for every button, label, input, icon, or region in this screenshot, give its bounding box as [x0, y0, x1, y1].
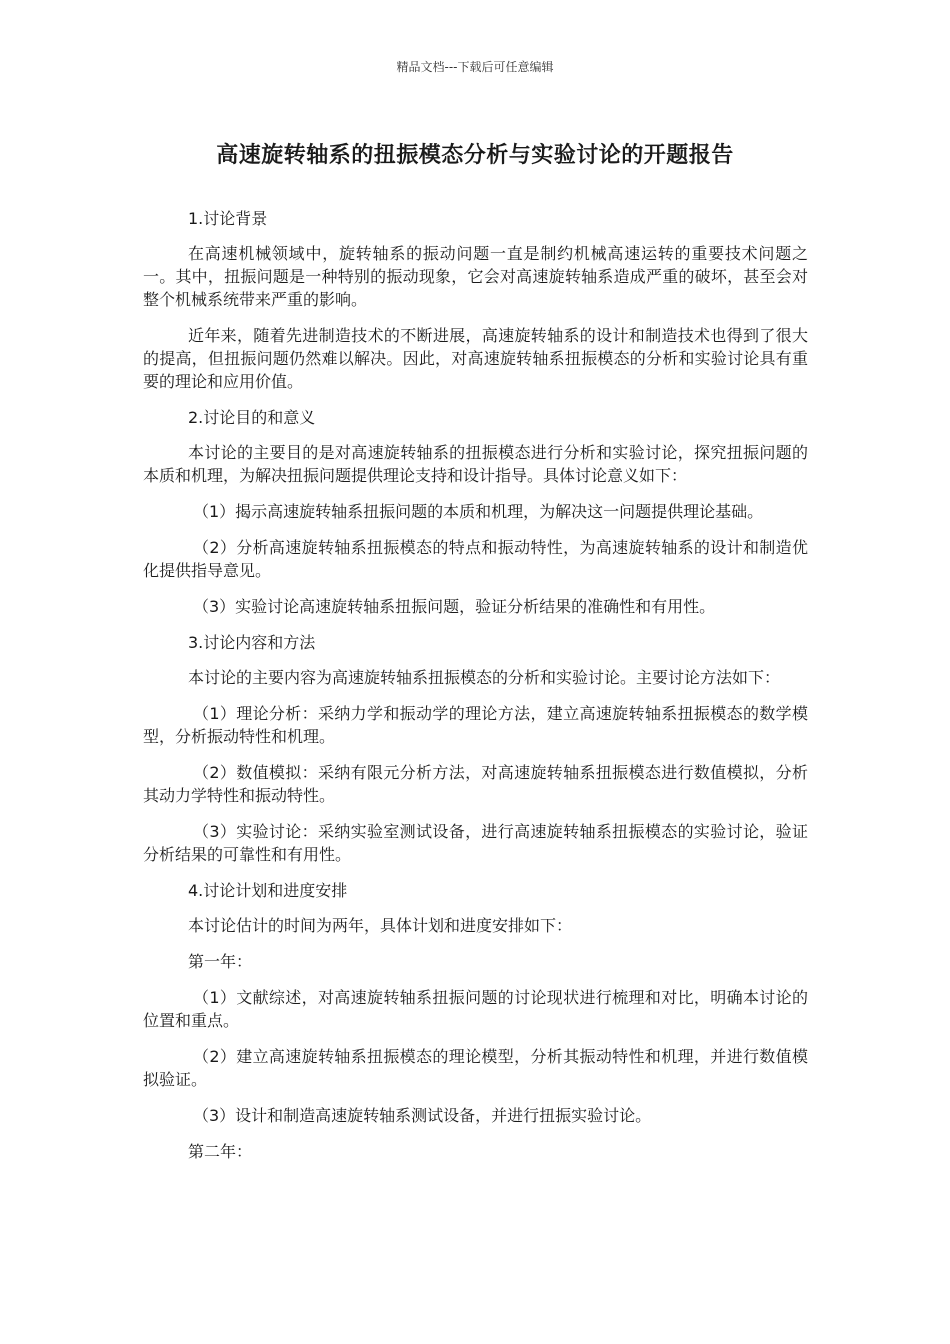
- paragraph: 第一年：: [188, 952, 253, 971]
- list-item: （3）设计和制造高速旋转轴系测试设备，并进行扭振实验讨论。: [193, 1106, 652, 1125]
- paragraph: 本讨论估计的时间为两年，具体计划和进度安排如下：: [188, 916, 573, 935]
- paragraph: 在高速机械领域中，旋转轴系的振动问题一直是制约机械高速运转的重要技术问题之一。其中，扭振问题是一种特别的振动现象，它会对高速旋转轴系造成严重的破坏，甚至会对整个机械系统带来严重的影响。: [143, 244, 808, 309]
- section-heading: 1.讨论背景: [188, 209, 268, 228]
- list-item: （2）分析高速旋转轴系扭振模态的特点和振动特性，为高速旋转轴系的设计和制造优化提供指导意见。: [143, 538, 808, 580]
- list-item: （1）文献综述，对高速旋转轴系扭振问题的讨论现状进行梳理和对比，明确本讨论的位置和重点。: [143, 988, 808, 1030]
- paragraph: 近年来，随着先进制造技术的不断进展，高速旋转轴系的设计和制造技术也得到了很大的提高，但扭振问题仍然难以解决。因此，对高速旋转轴系扭振模态的分析和实验讨论具有重要的理论和应用价值。: [143, 326, 808, 391]
- list-item: （1）理论分析：采纳力学和振动学的理论方法，建立高速旋转轴系扭振模态的数学模型，分析振动特性和机理。: [143, 704, 808, 746]
- section-heading: 3.讨论内容和方法: [188, 633, 316, 652]
- paragraph: 本讨论的主要内容为高速旋转轴系扭振模态的分析和实验讨论。主要讨论方法如下：: [188, 668, 781, 687]
- paragraph: 本讨论的主要目的是对高速旋转轴系的扭振模态进行分析和实验讨论，探究扭振问题的本质和机理，为解决扭振问题提供理论支持和设计指导。具体讨论意义如下：: [143, 443, 808, 485]
- list-item: （2）建立高速旋转轴系扭振模态的理论模型，分析其振动特性和机理，并进行数值模拟验证。: [143, 1047, 808, 1089]
- list-item: （1）揭示高速旋转轴系扭振问题的本质和机理，为解决这一问题提供理论基础。: [193, 502, 764, 521]
- list-item: （3）实验讨论高速旋转轴系扭振问题，验证分析结果的准确性和有用性。: [193, 597, 716, 616]
- section-heading: 4.讨论计划和进度安排: [188, 881, 348, 900]
- list-item: （2）数值模拟：采纳有限元分析方法，对高速旋转轴系扭振模态进行数值模拟，分析其动力学特性和振动特性。: [143, 763, 808, 805]
- document-body: [143, 207, 808, 1176]
- document-title: 高速旋转轴系的扭振模态分析与实验讨论的开题报告: [216, 143, 734, 168]
- header-note: 精品文档---下载后可任意编辑: [396, 60, 554, 74]
- list-item: （3）实验讨论：采纳实验室测试设备，进行高速旋转轴系扭振模态的实验讨论，验证分析结果的可靠性和有用性。: [143, 822, 808, 864]
- section-heading: 2.讨论目的和意义: [188, 408, 316, 427]
- paragraph: 第二年：: [188, 1142, 253, 1161]
